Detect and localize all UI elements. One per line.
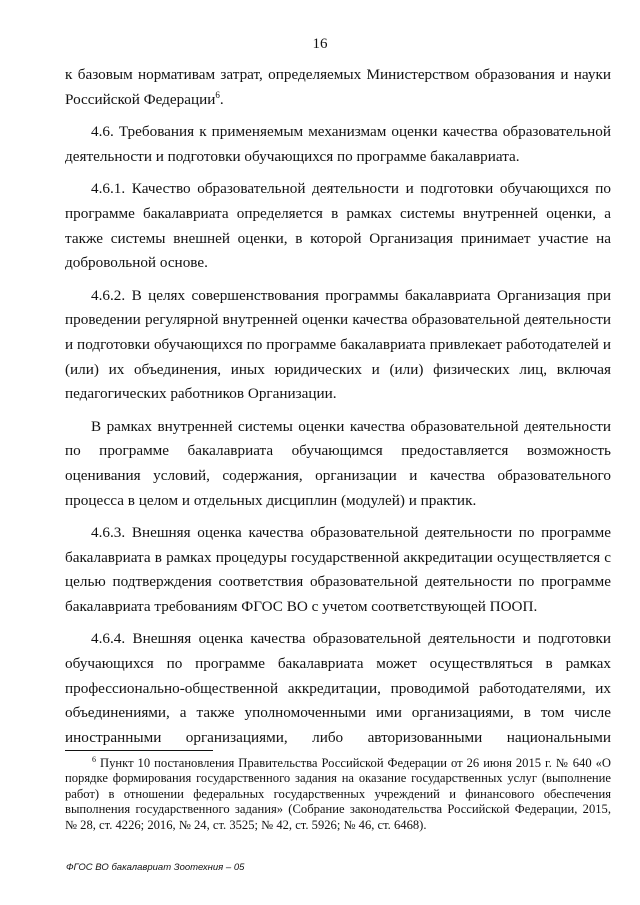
paragraph-text: к базовым нормативам затрат, определяемых Министерством образования и науки Российской Федерации xyxy=(65,66,611,108)
paragraph-internal-assessment: В рамках внутренней системы оценки качества образовательной деятельности по программе бакалавриата обучающимся предоставляется возможность оценивания условий, содержания, организации и качества образовательного процесса в целом и отдельных дисциплин (модулей) и практик. xyxy=(65,417,611,509)
body-text xyxy=(65,60,611,758)
footnote-text: Пункт 10 постановления Правительства Российской Федерации от 26 июня 2015 г. № 640 «О порядке формирования государственного задания на оказание государственных услуг (выполнение работ) в отношении федеральных государственных учреждений и финансового обеспечения выполнения государственного задания» (Собрание законодательства Российской Федерации, 2015, № 28, ст. 4226; 2016, № 24, ст. 3525; № 42, ст. 5926; № 46, ст. 6468). xyxy=(65,756,611,832)
paragraph-4-6-3: 4.6.3. Внешняя оценка качества образовательной деятельности по программе бакалавриата в рамках процедуры государственной аккредитации осуществляется с целью подтверждения соответствия образовательной деятельности по программе бакалавриата требованиям ФГОС ВО с учетом соответствующей ПООП. xyxy=(65,524,611,615)
paragraph-4-6-2: 4.6.2. В целях совершенствования программы бакалавриата Организация при проведении регулярной внутренней оценки качества образовательной деятельности и подготовки обучающихся по программе бакалавриата привлекает работодателей и (или) их объединения, иных юридических и (или) физических лиц, включая педагогических работников Организации. xyxy=(65,286,611,403)
paragraph-4-6-1: 4.6.1. Качество образовательной деятельности и подготовки обучающихся по программе бакалавриата определяется в рамках системы внутренней оценки, а также системы внешней оценки, в которой Организация принимает участие на добровольной основе. xyxy=(65,180,611,272)
paragraph-continuation xyxy=(65,63,611,112)
paragraph-4-6-4: 4.6.4. Внешняя оценка качества образовательной деятельности и подготовки обучающихся по программе бакалавриата может осуществляться в рамках профессионально-общественной аккредитации, проводимой работодателями, их объединениями, а также уполномоченными ими организациями, в том числе иностранными организациями, либо авторизованными национальными xyxy=(65,630,611,746)
footnote-separator xyxy=(65,750,213,751)
document-footer-label: ФГОС ВО бакалавриат Зоотехния – 05 xyxy=(66,862,245,873)
footnote xyxy=(65,756,611,833)
paragraph-4-6: 4.6. Требования к применяемым механизмам оценки качества образовательной деятельности и подготовки обучающихся по программе бакалавриата. xyxy=(65,123,611,165)
footnote-reference: 6 xyxy=(215,89,220,100)
paragraph-period: . xyxy=(219,90,224,108)
page-number: 16 xyxy=(312,36,328,52)
footnote-number: 6 xyxy=(92,754,96,764)
